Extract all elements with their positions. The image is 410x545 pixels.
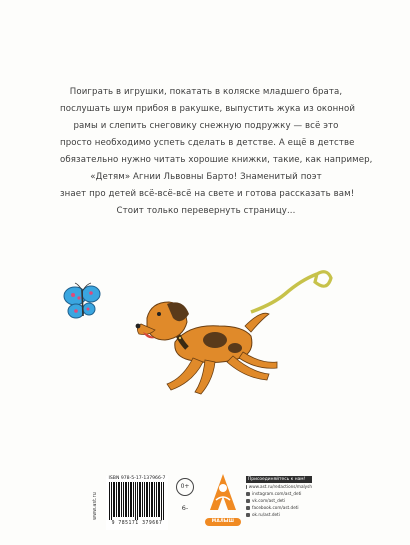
barcode-icon [106,482,168,522]
blurb-line: просто необходимо успеть сделать в детстве. А ещё в детстве [60,138,355,148]
instagram-icon [246,492,250,496]
social-link[interactable]: facebook.com/ast.deti [246,504,312,511]
blurb-line: Поиграть в игрушки, покатать в коляске младшего брата, [69,87,343,97]
social-links [246,476,312,518]
publisher-website[interactable]: www.ast.ru [92,492,98,520]
isbn-text: ISBN 978-5-17-137966-7 [108,476,166,481]
blurb-line: рамы и слепить снеговику снежную подружку — всё это [73,121,339,131]
facebook-icon [246,506,250,510]
publisher-logo-icon [206,470,240,522]
blurb-text [60,84,373,220]
social-link[interactable]: vk.com/ast_deti [246,497,312,504]
blurb-line: Стоит только перевернуть страницу... [116,206,296,216]
blurb-line: знает про детей всё-всё-всё на свете и готова рассказать вам! [60,189,355,199]
social-link[interactable]: instagram.com/ast_deti [246,490,312,497]
barcode-digits: 9 785171 379667 [111,521,163,526]
ok-icon [246,513,250,517]
web-icon [246,485,247,489]
butterfly-icon [64,283,100,318]
publisher-name: МАЛЫШ [205,518,241,526]
vk-icon [246,499,250,503]
blurb-line: «Детям» Агнии Львовны Барто! Знаменитый поэт [90,172,322,182]
leash [251,274,317,312]
social-link[interactable]: ok.ru/ast.deti [246,511,312,518]
blurb-line: обязательно нужно читать хорошие книжки, такие, как например, [60,155,373,165]
dog-icon [136,302,277,394]
barcode [106,476,168,530]
age-rating: 6- [181,504,189,512]
age-badge: 0+ [176,478,194,496]
dog-butterfly-illustration [55,268,345,418]
blurb-line: послушать шум прибоя в ракушке, выпустить жука из оконной [60,104,356,114]
social-link[interactable]: www.ast.ru/redactions/malysh [248,484,312,489]
back-cover-footer [0,470,410,545]
social-header: Присоединяйтесь к нам! [246,476,312,483]
